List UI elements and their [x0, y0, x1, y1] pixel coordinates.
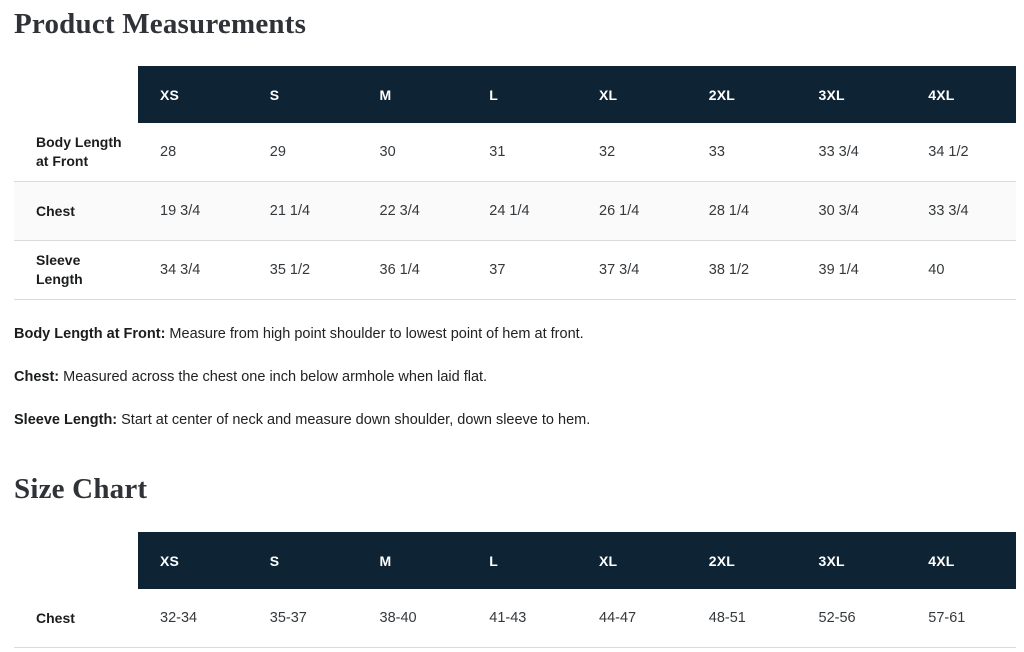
measurement-value-cell: 33 3/4 — [818, 144, 859, 160]
measurement-value-cell: 44-47 — [599, 610, 637, 626]
measurement-row — [14, 589, 1016, 648]
size-column-header: 3XL — [797, 532, 907, 589]
measurement-value-cell: 38 1/2 — [708, 262, 750, 278]
table-corner-cell — [14, 66, 138, 123]
size-header-row — [14, 66, 1016, 123]
note-term: Sleeve Length: — [14, 412, 118, 428]
size-column-header: 2XL — [687, 532, 797, 589]
size-column-header: XS — [138, 66, 248, 123]
measurement-row — [14, 241, 1016, 300]
measurements-table-head — [14, 66, 1016, 123]
measurement-definitions — [14, 324, 1016, 430]
measurement-value-cell: 26 1/4 — [599, 203, 640, 219]
measurement-row — [14, 182, 1016, 241]
measurement-value-cell: 31 — [489, 144, 506, 160]
size-column-header: M — [358, 66, 468, 123]
size-chart-table — [14, 532, 1016, 648]
measurement-value-cell: 22 3/4 — [379, 203, 420, 219]
measurement-value-cell: 35-37 — [269, 610, 307, 626]
measurement-value-cell: 57-61 — [928, 610, 966, 626]
size-header-row — [14, 532, 1016, 589]
measurement-value-cell: 35 1/2 — [269, 262, 311, 278]
measurements-table-body — [14, 123, 1016, 300]
measurement-value-cell: 28 — [160, 144, 177, 160]
size-column-header: L — [467, 66, 577, 123]
product-measurements-table — [14, 66, 1016, 300]
measurement-value-cell: 21 1/4 — [269, 203, 311, 219]
note-term: Chest: — [14, 369, 60, 385]
measurement-value-cell: 29 — [269, 144, 286, 160]
size-chart-title: Size Chart — [14, 473, 148, 505]
size-column-header: M — [358, 532, 468, 589]
note-definition: Measure from high point shoulder to lowest point of hem at front. — [169, 326, 584, 342]
size-column-header: S — [248, 66, 358, 123]
size-chart-table-body — [14, 589, 1016, 648]
product-measurements-title: Product Measurements — [14, 8, 307, 40]
row-label: Chest — [36, 609, 75, 626]
measurement-value-cell: 33 — [708, 144, 725, 160]
note-definition: Start at center of neck and measure down shoulder, down sleeve to hem. — [121, 412, 591, 428]
measurement-value-cell: 38-40 — [379, 610, 417, 626]
row-label: Body Length at Front — [36, 134, 122, 169]
size-column-header: 4XL — [906, 66, 1016, 123]
table-corner-cell — [14, 532, 138, 589]
note-term: Body Length at Front: — [14, 326, 166, 342]
measurement-value-cell: 39 1/4 — [818, 262, 859, 278]
note-definition: Measured across the chest one inch below armhole when laid flat. — [63, 369, 488, 385]
size-chart-table-head — [14, 532, 1016, 589]
size-column-header: 4XL — [906, 532, 1016, 589]
measurement-value-cell: 34 3/4 — [160, 262, 201, 278]
measurement-value-cell: 52-56 — [818, 610, 856, 626]
measurement-value-cell: 37 3/4 — [599, 262, 640, 278]
measurement-value-cell: 40 — [928, 262, 945, 278]
size-column-header: L — [467, 532, 577, 589]
note-body-length — [14, 324, 1016, 344]
size-column-header: XL — [577, 66, 687, 123]
measurement-value-cell: 33 3/4 — [928, 203, 969, 219]
measurement-value-cell: 32 — [599, 144, 616, 160]
size-column-header: 3XL — [797, 66, 907, 123]
note-sleeve-length — [14, 410, 1016, 430]
size-column-header: S — [248, 532, 358, 589]
measurement-value-cell: 30 3/4 — [818, 203, 859, 219]
measurement-value-cell: 28 1/4 — [708, 203, 750, 219]
measurement-value-cell: 24 1/4 — [489, 203, 530, 219]
measurement-value-cell: 19 3/4 — [160, 203, 201, 219]
size-column-header: XS — [138, 532, 248, 589]
measurement-value-cell: 41-43 — [489, 610, 527, 626]
measurement-value-cell: 48-51 — [708, 610, 746, 626]
measurement-value-cell: 37 — [489, 262, 506, 278]
row-label: Sleeve Length — [36, 252, 83, 287]
size-column-header: XL — [577, 532, 687, 589]
row-label: Chest — [36, 202, 75, 219]
measurement-value-cell: 36 1/4 — [379, 262, 420, 278]
measurement-value-cell: 32-34 — [160, 610, 198, 626]
size-column-header: 2XL — [687, 66, 797, 123]
measurement-value-cell: 30 — [379, 144, 396, 160]
measurement-row — [14, 123, 1016, 182]
measurement-value-cell: 34 1/2 — [928, 144, 969, 160]
note-chest — [14, 367, 1016, 387]
